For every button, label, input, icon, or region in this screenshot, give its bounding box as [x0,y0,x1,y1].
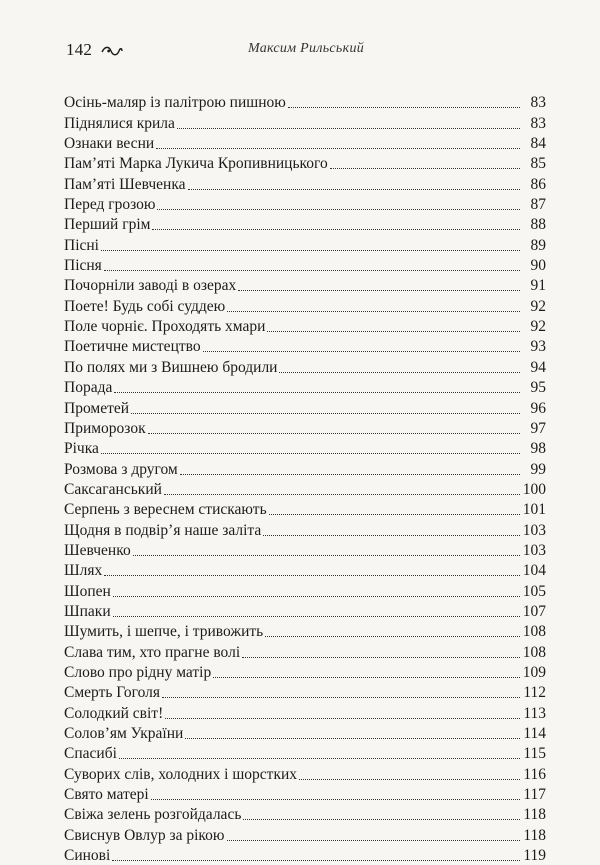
toc-entry [64,743,546,763]
dot-leader [156,148,520,149]
toc-entry-page: 88 [530,216,546,234]
running-title: Максим Рильський [247,41,365,56]
toc-entry-title: Прометей [64,399,130,417]
toc-entry-title: Спасибі [64,745,117,763]
toc-entry-page: 96 [530,399,546,417]
toc-entry-title: Саксаганський [64,480,162,498]
toc-entry [64,784,546,804]
dot-leader [180,474,520,475]
toc-entry [64,194,546,214]
toc-entry [64,173,546,193]
toc-entry-title: Порада [64,379,113,397]
toc-entry [64,662,546,682]
toc-entry [64,702,546,722]
toc-entry-page: 117 [523,786,546,804]
toc-entry-title: Свиснув Овлур за рікою [64,826,225,844]
dot-leader [165,718,520,719]
toc-entry-page: 89 [530,236,546,254]
toc-entry-title: Ознаки весни [64,135,155,153]
toc-entry [64,499,546,519]
toc-entry-page: 97 [530,419,546,437]
dot-leader [148,433,520,434]
dot-leader [267,331,520,332]
dot-leader [113,616,520,617]
dot-leader [101,453,520,454]
dot-leader [152,229,520,230]
toc-entry [64,601,546,621]
toc-entry-title: Розмова з другом [64,460,178,478]
toc-entry-title: Пісні [64,236,99,254]
toc-entry-page: 92 [530,318,546,336]
toc-entry-page: 101 [522,501,546,519]
dot-leader [101,250,520,251]
toc-entry [64,682,546,702]
dot-leader [238,290,520,291]
dot-leader [133,555,520,556]
toc-entry [64,275,546,295]
toc-entry [64,723,546,743]
toc-entry-title: Річка [64,440,99,458]
dot-leader [185,738,520,739]
toc-entry-title: Солодкий світ! [64,704,164,722]
dot-leader [265,636,520,637]
toc-entry [64,112,546,132]
dot-leader [188,189,520,190]
toc-entry-page: 113 [523,704,546,722]
toc-entry-title: Щодня в подвір’я наше заліта [64,521,262,539]
toc-entry-title: Поете! Будь собі суддею [64,297,226,315]
toc-entry-title: Пам’яті Шевченка [64,175,186,193]
toc-entry [64,580,546,600]
toc-entry [64,540,546,560]
toc-entry-title: Приморозок [64,419,146,437]
toc-entry-page: 118 [523,826,546,844]
toc-entry-title: Перший грім [64,216,151,234]
toc-entry [64,377,546,397]
toc-entry-title: Свято матері [64,786,149,804]
toc-entry-page: 119 [523,847,546,865]
dot-leader [279,372,520,373]
toc-entry-page: 108 [522,623,546,641]
toc-entry-title: Поле чорніє. Проходять хмари [64,318,266,336]
dot-leader [119,758,520,759]
toc-entry-title: Перед грозою [64,196,156,214]
toc-entry-page: 114 [523,725,546,742]
toc-entry-title: Слава тим, хто прагне волі [64,643,241,661]
dot-leader [227,311,520,312]
toc-entry-page: 86 [530,175,546,193]
toc-entry-page: 87 [530,196,546,214]
toc-entry-title: Шлях [64,562,103,580]
dot-leader [242,657,520,658]
toc-entry [64,255,546,275]
toc-entry [64,214,546,234]
dot-leader [288,107,520,108]
dot-leader [177,128,520,129]
toc-entry-title: Солов’ям України [64,725,184,742]
toc-entry-title: Поетичне мистецтво [64,338,201,356]
toc-entry-page: 115 [523,745,546,763]
toc-entry-page: 94 [530,358,546,376]
toc-entry-page: 83 [530,94,546,112]
toc-entry [64,824,546,844]
dot-leader [104,575,520,576]
toc-entry-title: Шумить, і шепче, і тривожить [64,623,264,641]
toc-entry [64,641,546,661]
dot-leader [227,840,521,841]
dot-leader [112,860,520,861]
toc-entry-page: 104 [522,562,546,580]
toc-entry [64,295,546,315]
toc-entry-page: 108 [522,643,546,661]
toc-entry-page: 84 [530,135,546,153]
toc-entry-title: Слово про рідну матір [64,663,212,681]
toc-entry-page: 103 [522,541,546,559]
dot-leader [104,270,520,271]
toc-entry-page: 83 [530,114,546,132]
toc-entry [64,804,546,824]
dot-leader [330,168,520,169]
toc-entry-page: 98 [530,440,546,458]
page-header [66,40,546,62]
toc-entry [64,845,546,865]
toc-entry [64,336,546,356]
toc-entry-title: Синові [64,847,111,865]
page-number: 142 [66,40,93,59]
table-of-contents [64,92,546,865]
dot-leader [203,351,520,352]
dot-leader [263,535,520,536]
toc-entry-title: Піднялися крила [64,114,175,132]
toc-entry [64,133,546,153]
toc-entry-title: Смерть Гоголя [64,684,161,702]
toc-entry-page: 103 [522,521,546,539]
dot-leader [269,514,520,515]
toc-entry-title: Шопен [64,582,111,600]
toc-entry-page: 100 [522,480,546,498]
toc-entry-page: 116 [523,765,546,783]
toc-entry-page: 112 [523,684,546,702]
toc-entry-title: Серпень з вереснем стискають [64,501,267,519]
toc-entry [64,560,546,580]
toc-entry-page: 107 [522,602,546,620]
toc-entry [64,418,546,438]
toc-entry-page: 85 [530,155,546,173]
toc-entry [64,438,546,458]
toc-entry-title: Шпаки [64,602,111,620]
toc-entry [64,763,546,783]
dot-leader [164,494,520,495]
toc-entry-title: По полях ми з Вишнею бродили [64,358,278,376]
toc-entry-page: 92 [530,297,546,315]
toc-entry-title: Шевченко [64,541,131,559]
toc-entry-title: Осінь-маляр із палітрою пишною [64,94,286,112]
dot-leader [299,779,520,780]
toc-entry-page: 91 [530,277,546,295]
toc-entry [64,153,546,173]
toc-entry [64,519,546,539]
toc-entry [64,234,546,254]
toc-entry [64,458,546,478]
toc-entry-page: 99 [530,460,546,478]
toc-entry [64,479,546,499]
dot-leader [157,209,520,210]
dot-leader [114,392,520,393]
toc-entry-page: 109 [522,663,546,681]
toc-entry [64,621,546,641]
toc-entry-title: Почорніли заводі в озерах [64,277,237,295]
dot-leader [151,799,520,800]
dot-leader [113,596,520,597]
dot-leader [131,413,520,414]
toc-entry-title: Пам’яті Марка Лукича Кропивницького [64,155,328,173]
toc-entry [64,316,546,336]
toc-entry-page: 95 [530,379,546,397]
dot-leader [213,677,520,678]
toc-entry-page: 118 [523,806,546,824]
toc-entry-page: 105 [522,582,546,600]
toc-entry-title: Пісня [64,257,102,275]
dot-leader [243,819,520,820]
toc-entry-title: Суворих слів, холодних і шорстких [64,765,298,783]
toc-entry-page: 90 [530,257,546,275]
dot-leader [162,697,520,698]
toc-entry-page: 93 [530,338,546,356]
toc-entry-title: Свіжа зелень розгойдалась [64,806,242,824]
toc-entry [64,356,546,376]
toc-entry [64,92,546,112]
toc-entry [64,397,546,417]
